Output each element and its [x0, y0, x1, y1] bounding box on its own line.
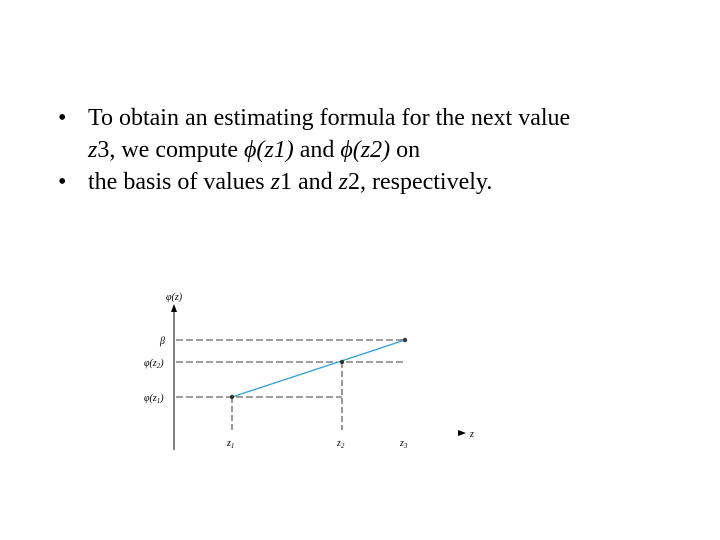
point-z2 [340, 360, 344, 364]
text-segment: , we compute [109, 137, 244, 163]
secant-diagram [130, 280, 490, 460]
y-axis-label: φ(z) [166, 292, 183, 303]
phi-z1-subscript: 1 [156, 397, 161, 405]
z2-label-text: z [337, 438, 341, 449]
text-segment: the basis of values [88, 169, 271, 195]
point-z1 [230, 395, 234, 399]
secant-line [232, 340, 405, 397]
z2-label-subscript: 2 [340, 442, 345, 450]
phi-z1-close: ) [160, 393, 164, 404]
bullet-mark: • [58, 169, 67, 195]
phi-z2-text: φ(z [144, 358, 157, 369]
phi-z2-close: ) [160, 358, 164, 369]
text-segment: , respectively. [359, 169, 493, 195]
z3-variable: z [88, 137, 98, 163]
point-z3 [403, 338, 407, 342]
text-segment: on [390, 137, 421, 163]
z2-subscript: 2 [347, 169, 360, 195]
phi-z2-label [144, 358, 164, 370]
z3-label [399, 438, 408, 450]
bullet-1-line-2 [88, 134, 698, 166]
bullet-1-line-1: To obtain an estimating formula for the next value [88, 105, 571, 131]
z1-label-subscript: 1 [230, 442, 235, 450]
phi-z2-subscript: 2 [156, 362, 161, 370]
phi-z1-label [144, 393, 164, 405]
z1-label-text: z [227, 438, 231, 449]
x-axis-arrow-icon [458, 430, 466, 436]
text-segment: and [291, 169, 339, 195]
text-segment: and [293, 137, 341, 163]
z3-subscript: 3 [97, 137, 110, 163]
z2-label [336, 438, 345, 450]
bullet-mark: • [58, 105, 67, 131]
phi-argument: (z2) [352, 137, 391, 163]
z1-subscript: 1 [279, 169, 292, 195]
bullet-list [58, 102, 698, 198]
bullet-item-2 [58, 166, 698, 198]
z2-variable: z [338, 169, 348, 195]
phi-symbol: ϕ [340, 137, 353, 163]
phi-argument: (z1) [256, 137, 294, 163]
z3-label-text: z [400, 438, 404, 449]
z3-label-subscript: 3 [403, 442, 408, 450]
z1-variable: z [270, 169, 280, 195]
phi-symbol: ϕ [243, 137, 257, 163]
y-axis-arrow-icon [171, 304, 177, 312]
x-axis-label: z [470, 429, 474, 440]
z1-label [226, 438, 234, 450]
beta-label: β [160, 336, 165, 347]
phi-z1-text: φ(z [144, 393, 157, 404]
bullet-2-line [88, 166, 698, 198]
bullet-item-1 [58, 102, 698, 166]
